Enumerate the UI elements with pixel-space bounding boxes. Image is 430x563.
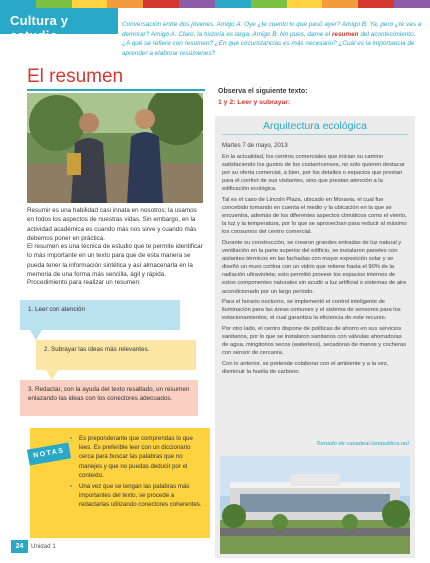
strip-segment xyxy=(0,0,36,8)
strip-segment xyxy=(143,0,179,8)
step-2: 2. Subrayar las ideas más relevantes. xyxy=(36,340,196,370)
article-body xyxy=(222,153,409,378)
strip-segment xyxy=(215,0,251,8)
title-rule xyxy=(27,89,205,91)
article-paragraph: Para el horario nocturno, se implementó el control inteligente de iluminación para las áreas comunes y el sistema de sensores para los estacionamientos, el cual garantiza la eficiencia de este recurso. xyxy=(222,299,401,322)
notes-tag: NOTAS xyxy=(27,442,71,465)
step-1: 1. Leer con atención xyxy=(20,300,180,330)
article-title: Arquitectura ecológica xyxy=(263,120,367,132)
procedure-heading: Procedimiento para realizar un resumen: xyxy=(27,279,141,286)
article-paragraph: Por otro lado, el centro dispone de políticas de ahorro en sus servicios sanitarios, por lo que se instalaron sanitarios con válvulas ahorradoras de agua, mingitorios secos (waterless), secadoras de manos y cocheras con sensor de cercanía. xyxy=(222,325,407,357)
strip-segment xyxy=(72,0,108,8)
intro-paragraph: Resumir es una habilidad casi innata en nosotros; la usamos en todos los aspectos de nuestras vidas. Sin embargo, en la actividad académica es cuando más nos sirve y cuando más debemos poner en práctica. xyxy=(27,207,197,243)
strip-segment xyxy=(358,0,394,8)
article-paragraph: Tal es el caso de Lincoln Plaza, ubicado en Moravia, el cual fue concebido tomando en cuenta el medio y la ubicación en la que se encuentra, además de los diferentes aspectos climáticos como el viento, la luz y la temperatura, por lo que se aprovechan para reducir al máximo los consumos del centro comercial. xyxy=(222,196,407,236)
intro-highlight: resumen xyxy=(331,30,359,38)
strip-segment xyxy=(251,0,287,8)
notes-list xyxy=(70,434,202,512)
page-title: El resumen xyxy=(27,66,124,87)
step-arrow xyxy=(30,330,42,340)
list-item: • Una vez que se tengan las palabras más importantes del texto, se procede a redactarlas utilizando conectores coherentes. xyxy=(70,482,202,510)
header-color-strip xyxy=(0,0,430,8)
definition-paragraph: El resumen es una técnica de estudio que te permite identificar lo más importante en un texto para que de esta manera se pueda tener la información sintética y así almacenarla en la memoria de una forma más sencilla, ágil y rápida. xyxy=(27,243,203,279)
article-paragraph: En la actualidad, los centros comerciales que inician su camino satisfaciendo los gustos de los costarricenses, no solo quieren destacar por su oferta comercial, a bien, por los detalles o espacios que prestan para el confort de sus visitantes, sino que prestan atención a la edificación ecológica. xyxy=(222,154,405,193)
intro-text: Conversación entre dos jóvenes. Amigo A: Oye ¿te cuento lo que pasó ayer? Amigo B: Ya, pero ¿te vas a demorar? Amigo A: Claro, la historia es larga. Amigo B: No pues, dame el resumen del acontecimiento. ¿A qué se refiere con resumen? ¿En qué circunstancias es más necesario? ¿Cuál es la importancia de aprender a elaborar resúmenes? xyxy=(122,21,422,57)
article-source: Tomado de casadeal.larepublica.net xyxy=(316,441,409,447)
instruction-heading: 1 y 2: Leer y subrayar: xyxy=(218,99,291,106)
unit-label: Unidad 1 xyxy=(31,543,56,550)
strip-segment xyxy=(287,0,323,8)
strip-segment xyxy=(394,0,430,8)
step-arrow xyxy=(46,370,58,380)
article-paragraph: Con lo anterior, se pretende colaborar con el ambiente y a la vez, disminuir la huella de carbono. xyxy=(222,360,389,375)
strip-segment xyxy=(107,0,143,8)
page-number: 24 xyxy=(11,540,28,553)
strip-segment xyxy=(322,0,358,8)
students-photo xyxy=(27,93,203,203)
strip-segment xyxy=(36,0,72,8)
step-3: 3. Redactar, con la ayuda del texto resaltado, un resumen enlazando las ideas con los conectores adecuados. xyxy=(20,380,198,416)
strip-segment xyxy=(179,0,215,8)
article-paragraph: Durante su construcción, se crearon grandes entradas de luz natural y ventilación en la parte superior del edificio, se instalaron paneles con aislantes térmicos en las fachadas con mayor exposición solar y se diseñó un muro cortina con un vidrio que retiene hasta el 90% de la radiación ultravioleta; esto permitió proveer los espacios internos de estos componentes naturales sin acudir a luz artificial o sistemas de aire acondicionado por un largo período. xyxy=(222,239,407,295)
list-item: • Es preponderante que comprendas lo que lees. Es preferible leer con un diccionario cerca para buscar las palabras que no manejes y que no puedas deducir por el contexto. xyxy=(70,434,202,480)
mall-photo xyxy=(220,456,410,554)
section-tab: Cultura y estudio xyxy=(0,8,118,34)
article-rule xyxy=(222,134,408,135)
article-date: Martes 7 de mayo, 2013 xyxy=(222,142,288,149)
observe-heading: Observa el siguiente texto: xyxy=(218,88,308,95)
